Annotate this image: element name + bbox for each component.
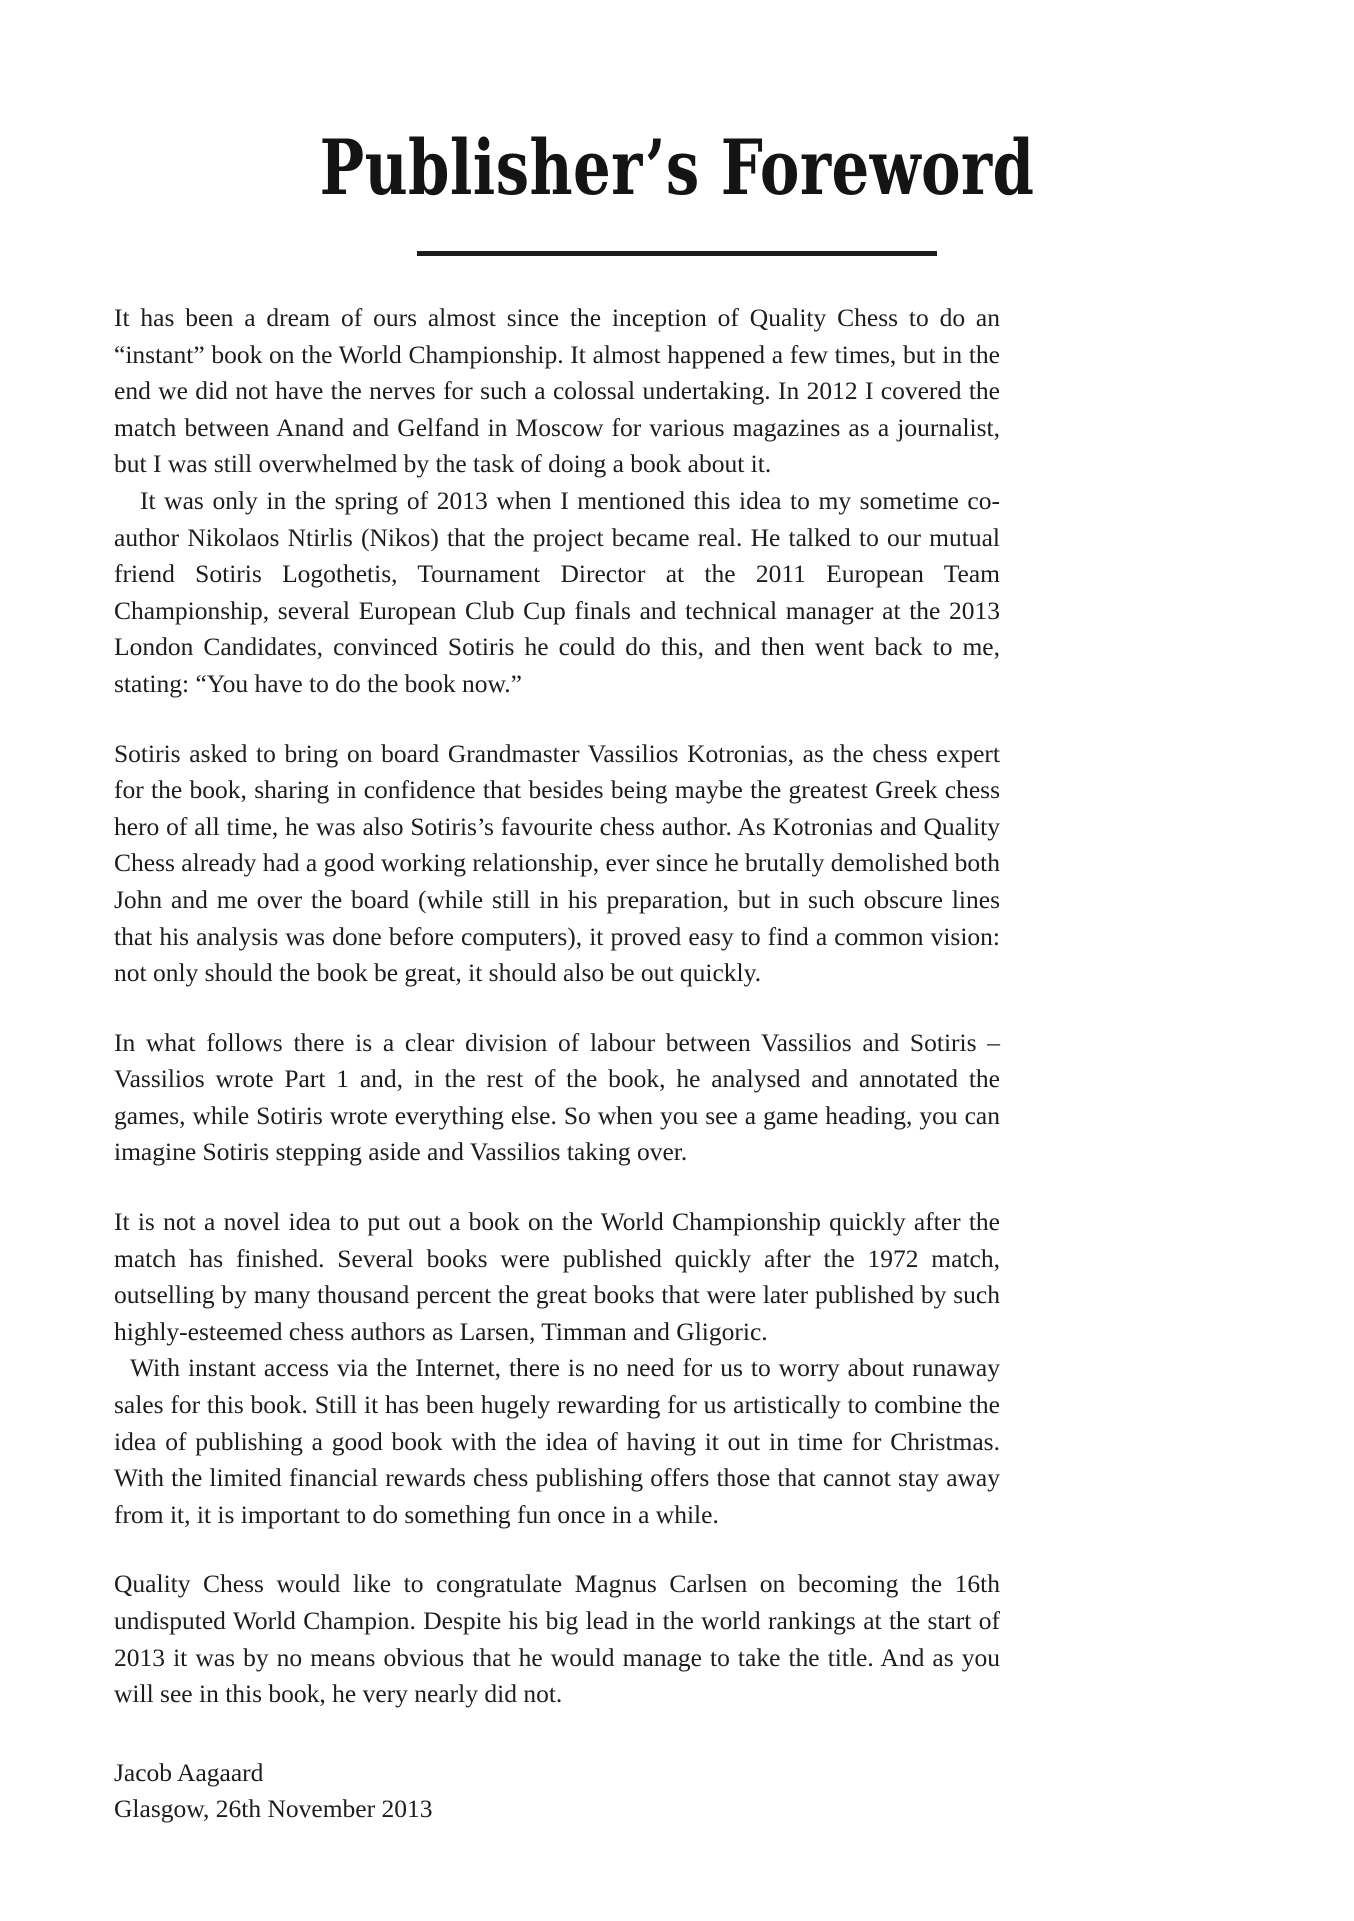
paragraph-3: Sotiris asked to bring on board Grandmaster Vassilios Kotronias, as the chess expert for the book, sharing in confidence that besides being maybe the greatest Greek chess hero of all time, he was also Sotiris’s favourite chess author. As Kotronias and Quality Chess already had a good working relationship, ever since he brutally demolished both John and me over the board (while still in his preparation, but in such obscure lines that his analysis was done before computers), it proved easy to find a common vision: not only should the book be great, it should also be out quickly. bbox=[114, 738, 1000, 988]
body-text-column bbox=[114, 300, 1000, 1828]
paragraph-2: It was only in the spring of 2013 when I mentioned this idea to my sometime co-author Nikolaos Ntirlis (Nikos) that the project became real. He talked to our mutual friend Sotiris Logothetis, Tournament Director at the 2011 European Team Championship, several European Club Cup finals and technical manager at the 2013 London Candidates, convinced Sotiris he could do this, and then went back to me, stating: “You have to do the book now.” bbox=[114, 485, 1000, 698]
signature-place-date: Glasgow, 26th November 2013 bbox=[114, 1794, 433, 1824]
signature-author: Jacob Aagaard bbox=[114, 1757, 264, 1787]
paragraph-6: With instant access via the Internet, there is no need for us to worry about runaway sales for this book. Still it has been hugely rewarding for us artistically to combine the idea of publishing a good book with the idea of having it out in time for Christmas. With the limited financial rewards chess publishing offers those that cannot stay away from it, it is important to do something fun once in a while. bbox=[114, 1353, 1000, 1529]
paragraph-7: Quality Chess would like to congratulate Magnus Carlsen on becoming the 16th undisputed World Champion. Despite his big lead in the world rankings at the start of 2013 it was by no means obvious that he would manage to take the title. And as you will see in this book, he very nearly did not. bbox=[114, 1569, 1000, 1709]
paragraph-4: In what follows there is a clear division of labour between Vassilios and Sotiris – Vassilios wrote Part 1 and, in the rest of the book, he analysed and annotated the games, while Sotiris wrote everything else. So when you see a game heading, you can imagine Sotiris stepping aside and Vassilios taking over. bbox=[114, 1027, 1000, 1167]
page-title: Publisher’s Foreword bbox=[319, 123, 1035, 212]
paragraph-5: It is not a novel idea to put out a book on the World Championship quickly after the match has finished. Several books were published quickly after the 1972 match, outselling by many thousand percent the great books that were later published by such highly-esteemed chess authors as Larsen, Timman and Gligoric. bbox=[114, 1207, 1000, 1346]
signature-block bbox=[114, 1755, 1000, 1828]
paragraph-1: It has been a dream of ours almost since the inception of Quality Chess to do an “instant” book on the World Championship. It almost happened a few times, but in the end we did not have the nerves for such a colossal undertaking. In 2012 I covered the match between Anand and Gelfand in Moscow for various magazines as a journalist, but I was still overwhelmed by the task of doing a book about it. bbox=[114, 303, 1000, 479]
title-divider-rule bbox=[417, 251, 937, 256]
title-block bbox=[0, 0, 1354, 256]
